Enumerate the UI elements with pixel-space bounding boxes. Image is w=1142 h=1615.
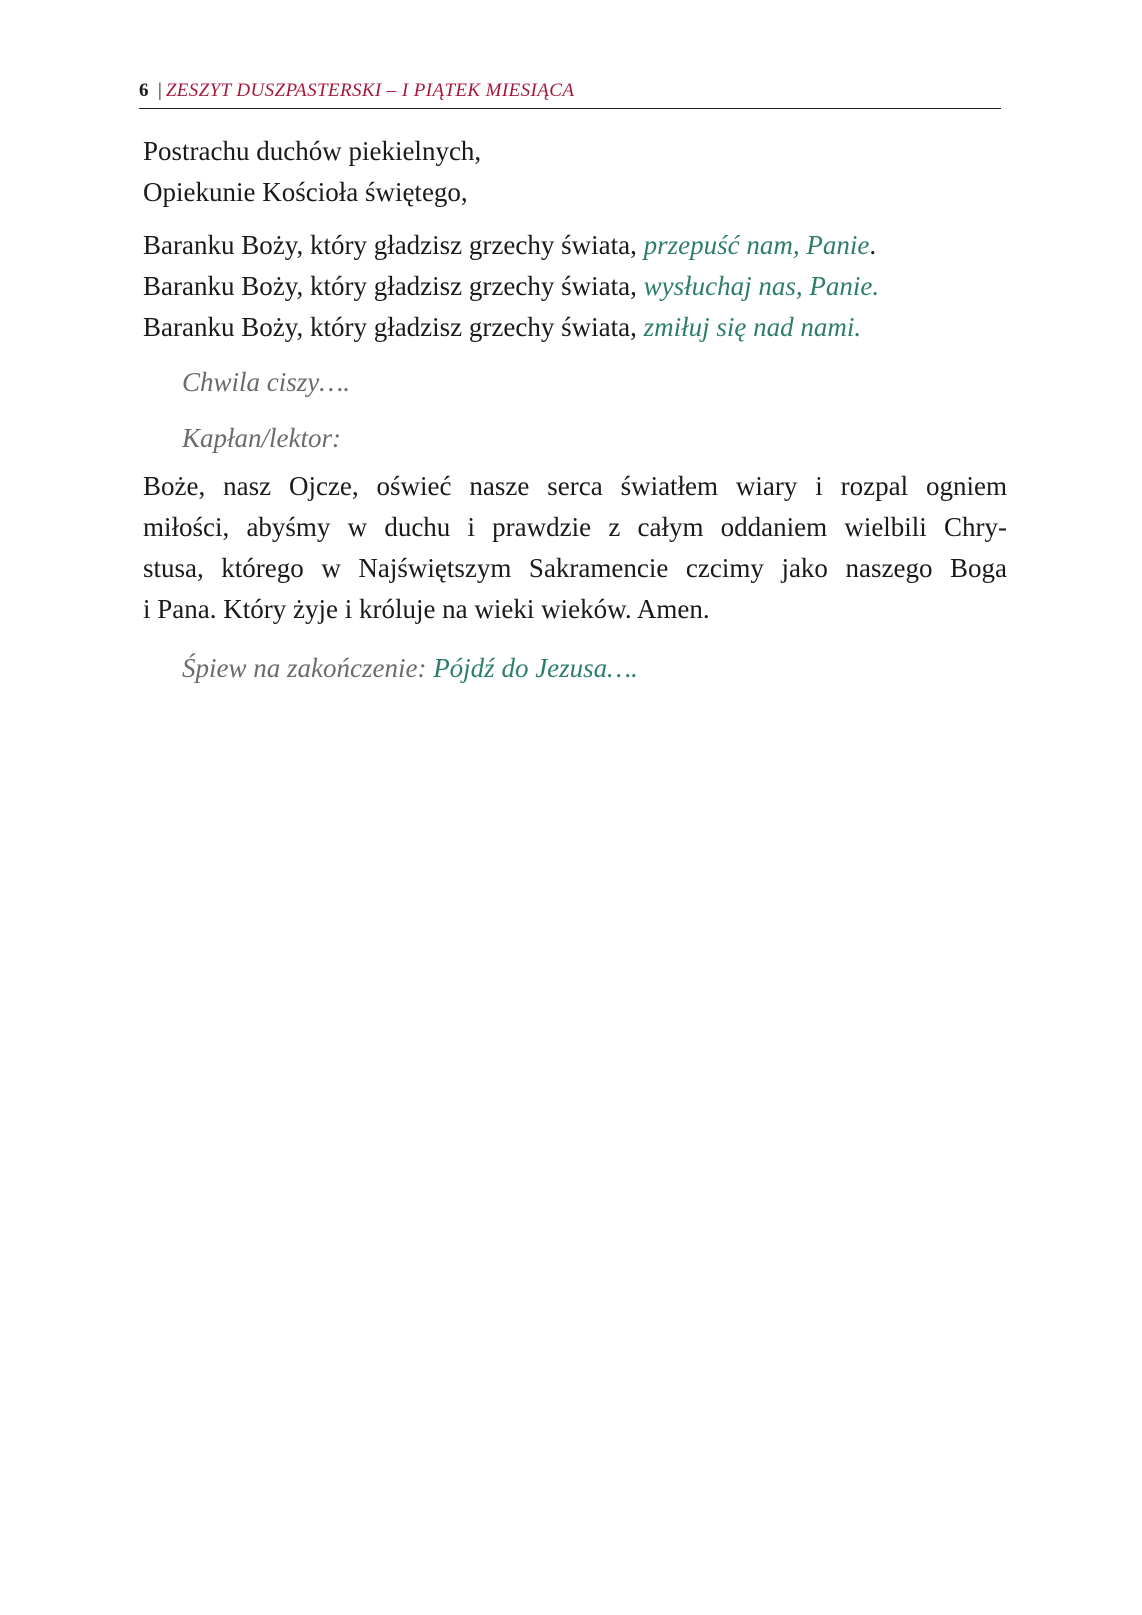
page-header	[139, 76, 1001, 109]
agnus-dei-response: zmiłuj się nad nami.	[643, 312, 862, 342]
rubric-silence-block	[182, 362, 1046, 403]
closing-prayer	[143, 466, 1007, 630]
header-separator: |	[158, 80, 162, 101]
rubric-priest-block	[182, 418, 1046, 459]
closing-song-title: Pójdź do Jezusa….	[433, 653, 638, 683]
litany-line: Opiekunie Kościoła świętego,	[143, 177, 468, 207]
rubric-priest: Kapłan/lektor:	[182, 423, 341, 453]
prayer-line: i Pana. Który żyje i króluje na wieki wieków. Amen.	[143, 594, 710, 624]
agnus-dei-line	[143, 225, 1007, 266]
page-number: 6	[139, 80, 149, 101]
agnus-dei-response: przepuść nam, Panie	[643, 230, 870, 260]
prayer-line: miłości, abyśmy w duchu i prawdzie z całym oddaniem wielbili Chry-	[143, 512, 1007, 542]
closing-song-line	[182, 648, 1046, 689]
agnus-dei-tail: .	[869, 230, 877, 260]
agnus-dei-line	[143, 266, 1007, 307]
agnus-dei-line	[143, 307, 1007, 348]
litany-line: Postrachu duchów piekielnych,	[143, 136, 482, 166]
litany-ending	[143, 131, 1007, 213]
agnus-dei-response: wysłuchaj nas, Panie.	[643, 271, 880, 301]
agnus-dei-invocation: Baranku Boży, który gładzisz grzechy świata,	[143, 312, 644, 342]
agnus-dei-invocation: Baranku Boży, który gładzisz grzechy świata,	[143, 230, 644, 260]
prayer-line: stusa, którego w Najświętszym Sakramencie czcimy jako naszego Boga	[143, 553, 1007, 583]
agnus-dei-invocation: Baranku Boży, który gładzisz grzechy świata,	[143, 271, 644, 301]
prayer-line: Boże, nasz Ojcze, oświeć nasze serca światłem wiary i rozpal ogniem	[143, 471, 1007, 501]
closing-song-label: Śpiew na zakończenie:	[182, 653, 434, 683]
agnus-dei	[143, 225, 1007, 348]
closing-song-block	[182, 648, 1046, 689]
rubric-silence: Chwila ciszy….	[182, 367, 351, 397]
running-title: ZESZYT DUSZPASTERSKI – I PIĄTEK MIESIĄCA	[165, 80, 575, 101]
